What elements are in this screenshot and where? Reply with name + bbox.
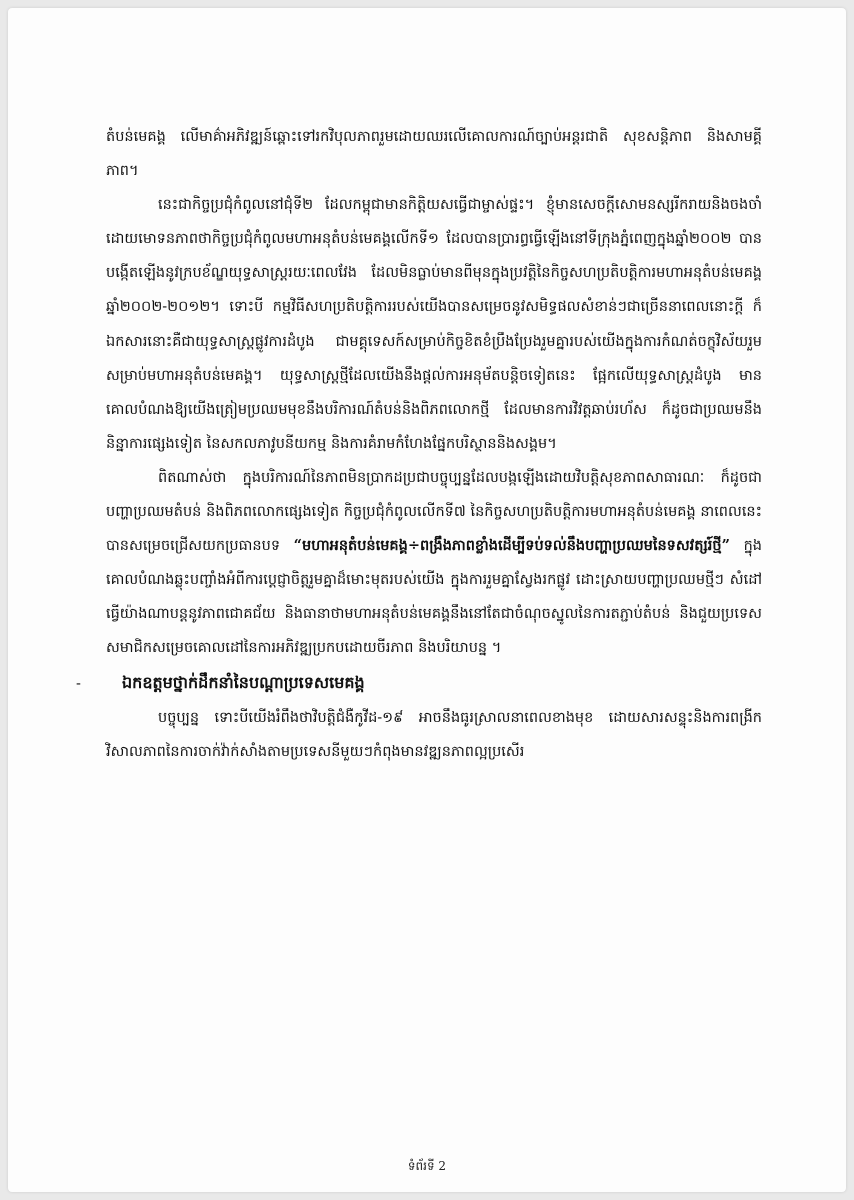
- body-paragraph: [106, 120, 762, 188]
- paragraph-text: នេះជាកិច្ចប្រជុំកំពូលនៅជុំទី២ ដែលកម្ពុជាមានកិត្តិយសធ្វើជាម្ចាស់ផ្ទះ។ ខ្ញុំមានសេចក្តីសោមនស្សរីករាយនិងចងចាំដោយមោទនភាពថាកិច្ចប្រជុំកំពូលមហាអនុតំបន់មេគង្គលើកទី១ ដែលបានប្រារព្ធធ្វើឡើងនៅទីក្រុងភ្នំពេញក្នុងឆ្នាំ២០០២ បានបង្កើតឡើងនូវក្របខ័ណ្ឌយុទ្ធសាស្ត្ររយៈពេលវែង ដែលមិនធ្លាប់មានពីមុនក្នុងប្រវត្តិនៃកិច្ចសហប្រតិបត្តិការមហាអនុតំបន់មេគង្គឆ្នាំ២០០២-២០១២។ ទោះបី កម្មវិធីសហប្រតិបត្តិការរបស់យើងបានសម្រេចនូវសមិទ្ធផលសំខាន់ៗជាច្រើននាពេលនោះក្តី ក៏ឯកសារនោះគឺជាយុទ្ធសាស្ត្រផ្លូវការដំបូង ជាមគ្គុទេសក៍សម្រាប់កិច្ចខិតខំប្រឹងប្រែងរួមគ្នារបស់យើងក្នុងការកំណត់ចក្ខុវិស័យរួមសម្រាប់មហាអនុតំបន់មេគង្គ។ យុទ្ធសាស្ត្រថ្មីដែលយើងនឹងផ្តល់ការអនុម័តបន្តិចទៀតនេះ ផ្អែកលើយុទ្ធសាស្ត្រដំបូង មានគោលបំណងឱ្យយើងត្រៀមប្រឈមមុខនឹងបរិការណ៍តំបន់និងពិភពលោកថ្មី ដែលមានការវិវត្តឆាប់រហ័ស ក៏ដូចជាប្រឈមនឹងនិន្នាការផ្សេងទៀត នៃសកលភាវូបនីយកម្ម និងការគំរាមកំហែងផ្នែកបរិស្ថាននិងសង្គម។: [106, 197, 762, 452]
- document-body: [76, 120, 762, 769]
- heading-bullet: -: [76, 675, 81, 692]
- page-number: 2: [438, 1159, 447, 1173]
- page-footer: [8, 1158, 846, 1176]
- body-paragraph: [106, 461, 762, 666]
- body-paragraph: [106, 188, 762, 461]
- paragraph-list: [106, 120, 762, 666]
- emphasis-text: “មហាអនុតំបន់មេគង្គ÷ពង្រឹងភាពខ្លាំងដើម្បីទប់ទល់នឹងបញ្ហាប្រឈមនៃទសវត្សរ៍ថ្មី”: [293, 537, 730, 555]
- closing-paragraph: បច្ចុប្បន្ន ទោះបីយើងរំពឹងថាវិបត្តិជំងឺកូវីដ-១៩ អាចនឹងធូរស្រាលនាពេលខាងមុខ ដោយសារសន្ទុះនិងការពង្រីកវិសាលភាពនៃការចាក់វ៉ាក់សាំងតាមប្រទេសនីមួយៗកំពុងមានវឌ្ឍនភាពល្អប្រសើរ: [106, 709, 762, 760]
- page-label: ទំព័រទី: [407, 1159, 435, 1173]
- section-heading: [76, 666, 762, 701]
- paragraph-text: ពិតណាស់ថា ក្នុងបរិការណ៍នៃភាពមិនប្រាកដប្រជាបច្ចុប្បន្នដែលបង្កឡើងដោយវិបត្តិសុខភាពសាធារណៈ ក៏ដូចជាបញ្ហាប្រឈមតំបន់ និងពិភពលោកផ្សេងទៀត កិច្ចប្រជុំកំពូលលើកទី៧ នៃកិច្ចសហប្រតិបត្តិការមហាអនុតំបន់មេគង្គ នាពេលនេះបានសម្រេចជ្រើសយកប្រធានបទ: [106, 469, 762, 555]
- paragraph-text: ក្នុងគោលបំណងឆ្លុះបញ្ចាំងអំពីការប្តេជ្ញាចិត្តរួមគ្នាដ៏មោះមុតរបស់យើង ក្នុងការរួមគ្នាស្វែងរកផ្លូវ ដោះស្រាយបញ្ហាប្រឈមថ្មីៗ សំដៅធ្វើយ៉ាងណាបន្តនូវភាពជោគជ័យ និងធានាថាមហាអនុតំបន់មេគង្គនឹងនៅតែជាចំណុចស្នូលនៃការតភ្ជាប់តំបន់ និងជួយប្រទេសសមាជិកសម្រេចគោលដៅនៃការអភិវឌ្ឍប្រកបដោយចីរភាព និងបរិយាបន្ន ។: [106, 538, 762, 657]
- document-page: [8, 8, 846, 1192]
- heading-text: ឯកឧត្តមថ្នាក់ដឹកនាំនៃបណ្តាប្រទេសមេគង្គ: [122, 672, 365, 692]
- paragraph-text: តំបន់មេគង្គ លើមាគ៌ាអភិវឌ្ឍន៍ឆ្ពោះទៅរកវិបុលភាពរួមដោយឈរលើគោលការណ៍ច្បាប់អន្តរជាតិ សុខសន្តិភាព និងសាមគ្គីភាព។: [106, 129, 762, 180]
